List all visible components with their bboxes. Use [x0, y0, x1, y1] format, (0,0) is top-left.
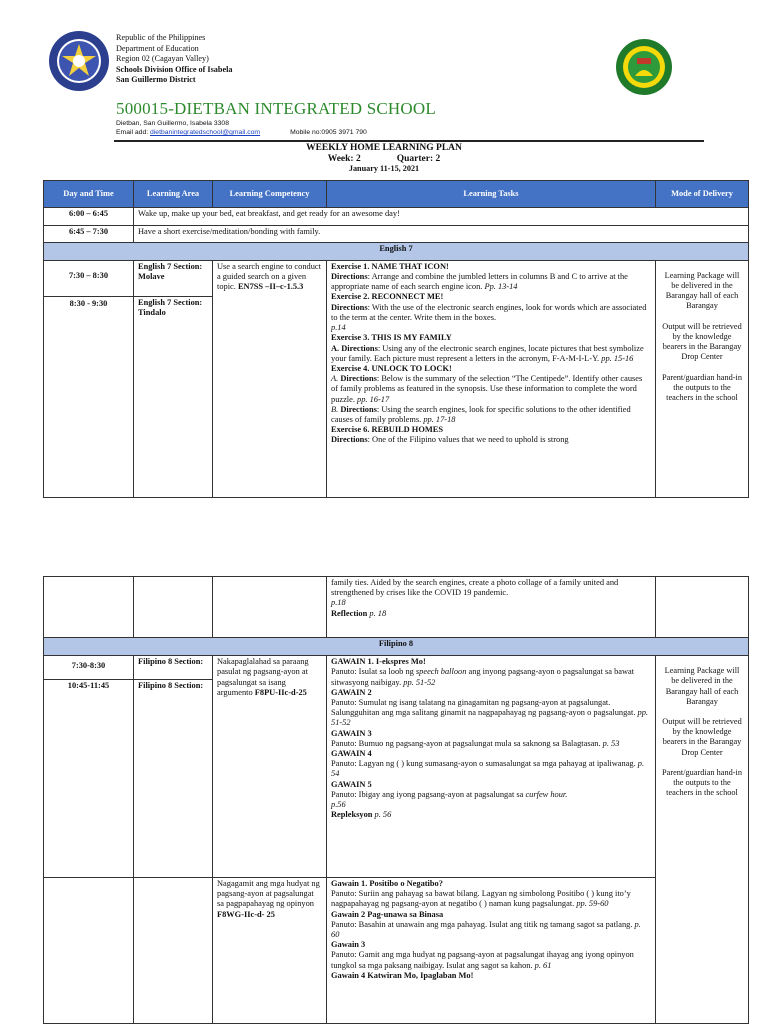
- empty-cell: [213, 577, 327, 638]
- competency-text: Use a search engine to conduct a guided search on a given topic.: [217, 261, 321, 292]
- table-header-row: [44, 181, 749, 208]
- tasks-cell: [327, 577, 656, 638]
- plan-date: January 11-15, 2021: [348, 164, 420, 173]
- slot-area: Filipino 8 Section:: [134, 680, 213, 878]
- letterhead: [0, 0, 768, 145]
- task-text: Panuto: Sumulat ng isang talatang na ginagamitan ng pagsang-ayon at pagsalungat.: [331, 698, 611, 708]
- header-divider: [114, 140, 704, 142]
- deped-seal-icon: [48, 30, 110, 92]
- table-row: [44, 208, 749, 226]
- routine-time: 6:00 – 6:45: [44, 208, 134, 226]
- slot-time: 10:45-11:45: [44, 680, 134, 878]
- task-title: Exercise 4. UNLOCK TO LOCK!: [331, 363, 452, 373]
- competency-text: Nakapaglalahad sa paraang pasulat ng pagsang-ayon at pagsalungat sa isang argumento: [217, 657, 309, 697]
- empty-cell: [44, 577, 134, 638]
- delivery-step: Output will be retrieved by the knowledge bearers in the Barangay Drop Center: [662, 321, 742, 362]
- competency-code: F8WG-IIc-d- 25: [217, 909, 275, 919]
- competency-cell: [213, 877, 327, 1023]
- competency-code: EN7SS –II–c-1.5.3: [237, 282, 304, 292]
- task-title: Exercise 6. REBUILD HOMES: [331, 425, 443, 435]
- slot-area: Filipino 8 Section:: [134, 656, 213, 680]
- section-row-filipino: [44, 637, 749, 655]
- task-text: Directions: Arrange and combine the jumbled letters in columns B and C to arrive at the appropriate name of each search engine icon. Pp. 13-14: [331, 272, 628, 292]
- col-header-competency: Learning Competency: [213, 181, 327, 208]
- task-text: Panuto: Isulat sa loob ng speech balloon ang inyong pagsang-ayon o pagsalungat sa bawat sitwasyong naibigay. pp. 51-52: [331, 667, 635, 687]
- task-title: GAWAIN 4: [331, 749, 372, 759]
- col-header-area: Learning Area: [134, 181, 213, 208]
- task-text: Panuto: Suriin ang pahayag sa bawat bilang. Lagyan ng simbolong Positibo ( ) kung ito’y nagpapahayag ng pagsang-ayon at negatibo ( ) naman kung pagsalungat. pp. 59-60: [331, 889, 631, 909]
- delivery-step: Parent/guardian hand-in the outputs to the teachers in the school: [662, 767, 742, 798]
- task-text: family ties. Aided by the search engines, create a photo collage of a family united and strengthened by crises like the COVID 19 pandemic. p.18: [331, 578, 619, 608]
- task-title: Exercise 1. NAME THAT ICON!: [331, 261, 449, 271]
- table-row: [44, 877, 749, 1023]
- email-label: Email add:: [116, 129, 149, 137]
- task-title: Gawain 3: [331, 940, 366, 950]
- task-title: GAWAIN 5: [331, 779, 372, 789]
- col-header-time: Day and Time: [44, 181, 134, 208]
- slot-time: 8:30 - 9:30: [44, 296, 134, 497]
- col-header-tasks: Learning Tasks: [327, 181, 656, 208]
- table-row: [44, 577, 749, 638]
- organization-block: [116, 33, 232, 86]
- task-title: Gawain 4 Katwiran Mo, Ipaglaban Mo!: [331, 970, 474, 980]
- slot-area: English 7 Section: Tindalo: [134, 296, 213, 497]
- tasks-cell: [327, 877, 656, 1023]
- delivery-step: Learning Package will be delivered in the Barangay hall of each Barangay: [664, 666, 740, 706]
- task-title: Gawain 1. Positibo o Negatibo?: [331, 878, 443, 888]
- task-text: A. Directions: Using any of the electronic search engines, locate pictures that best symbolize your family. Each picture must represent a letters in the acronym, F-A-M-I-L-Y. pp. 15-16: [331, 343, 644, 363]
- task-title: Exercise 3. THIS IS MY FAMILY: [331, 333, 452, 343]
- competency-cell: [213, 656, 327, 878]
- tasks-cell: [327, 656, 656, 878]
- plan-heading: [0, 143, 768, 175]
- empty-cell: [134, 577, 213, 638]
- table-row: [44, 225, 749, 243]
- routine-text: Have a short exercise/meditation/bonding with family.: [134, 225, 749, 243]
- task-text: B. Directions: Using the search engines, look for specific solutions to the other identified causes of family problems. pp. 17-18: [331, 404, 631, 424]
- routine-time: 6:45 – 7:30: [44, 225, 134, 243]
- district-name: San Guillermo District: [116, 75, 196, 85]
- slot-area: English 7 Section: Molave: [134, 260, 213, 296]
- division-name: Schools Division Office of Isabela: [116, 64, 233, 74]
- table-row: [44, 656, 749, 680]
- delivery-step: Learning Package will be delivered in the Barangay hall of each Barangay: [664, 270, 740, 311]
- task-title: GAWAIN 3: [331, 728, 372, 738]
- delivery-cell: [656, 656, 749, 1024]
- task-text: Panuto: Ibigay ang iyong pagsang-ayon at pagsalungat sa curfew hour. p.56: [331, 789, 568, 810]
- school-name: 500015-DIETBAN INTEGRATED SCHOOL: [116, 99, 436, 118]
- table-row: [44, 260, 749, 296]
- plan-week: Week: 2: [327, 153, 361, 164]
- plan-title: WEEKLY HOME LEARNING PLAN: [306, 143, 462, 153]
- task-text: Panuto: Gamit ang mga hudyat ng pagsang-ayon at pagsalungat ihayag ang iyong opinyon tungkol sa mga paksang naibigay. Isulat ang sagot sa kahon. p. 61: [331, 950, 634, 970]
- slot-time: 7:30 – 8:30: [44, 260, 134, 296]
- task-title: Exercise 2. RECONNECT ME!: [331, 292, 444, 302]
- competency-text: Nagagamit ang mga hudyat ng pagsang-ayon at pagsalungat sa pagpapahayag ng opinyon: [217, 878, 320, 909]
- empty-cell: [656, 577, 749, 638]
- section-label-english: English 7: [44, 243, 749, 261]
- email-link[interactable]: dietbanintegratedschool@gmail.com: [150, 129, 261, 137]
- section-label-filipino: Filipino 8: [44, 637, 749, 655]
- org-line-1: Republic of the Philippines: [116, 33, 206, 42]
- task-text: Directions: One of the Filipino values that we need to uphold is strong: [331, 435, 569, 445]
- learning-plan-table-continued: [43, 576, 749, 1024]
- contact-info: [116, 119, 367, 137]
- slot-time: 7:30-8:30: [44, 656, 134, 680]
- task-text: Salungguhitan ang mga salitang ginamit na nagpapahayag ng pagsang-ayon o pagsalungat. pp. 51-52: [331, 708, 649, 728]
- empty-cell: [44, 877, 134, 1023]
- competency-cell: [213, 260, 327, 497]
- school-address: Dietban, San Guillermo, Isabela 3308: [116, 120, 229, 127]
- empty-cell: [134, 877, 213, 1023]
- org-line-3: Region 02 (Cagayan Valley): [116, 54, 209, 64]
- task-text: Panuto: Basahin at unawain ang mga pahayag. Isulat ang titik ng tamang sagot sa patlang. p. 60: [331, 919, 641, 939]
- task-text: A. Directions: Below is the summary of the selection “The Centipede”. Identify other causes of family problems as featured in the synopsis. Use these information to complete the word puzzle. pp. 16-17: [331, 374, 643, 404]
- task-text: Repleksyon p. 56: [331, 810, 392, 820]
- task-title: GAWAIN 2: [331, 687, 372, 697]
- section-row-english: [44, 243, 749, 261]
- competency-code: F8PU-IIc-d-25: [254, 687, 307, 697]
- task-text: Reflection p. 18: [331, 608, 387, 618]
- learning-plan-table: [43, 180, 749, 498]
- delivery-step: Parent/guardian hand-in the outputs to the teachers in the school: [662, 372, 742, 402]
- org-line-2: Department of Education: [116, 43, 199, 53]
- mobile-number: Mobile no:0905 3971 790: [290, 129, 367, 137]
- delivery-step: Output will be retrieved by the knowledge bearers in the Barangay Drop Center: [662, 717, 742, 757]
- routine-text: Wake up, make up your bed, eat breakfast, and get ready for an awesome day!: [134, 208, 749, 226]
- task-title: GAWAIN 1. I-ekspres Mo!: [331, 657, 426, 667]
- task-title: Gawain 2 Pag-unawa sa Binasa: [331, 909, 444, 919]
- col-header-delivery: Mode of Delivery: [656, 181, 749, 208]
- task-text: Directions: With the use of the electronic search engines, look for words which are associated to the term at the center. Write them in the boxes. p.14: [331, 302, 647, 333]
- task-text: Panuto: Lagyan ng ( ) kung sumasang-ayon o sumasalungat sa mga pahayag at ipaliwanag. p. 54: [331, 759, 645, 779]
- plan-quarter: Quarter: 2: [396, 153, 441, 164]
- task-text: Panuto: Bumuo ng pagsang-ayon at pagsalungat mula sa saknong sa Balagtasan. p. 53: [331, 738, 620, 748]
- tasks-cell: [327, 260, 656, 497]
- delivery-cell: [656, 260, 749, 497]
- division-seal-icon: [615, 38, 673, 96]
